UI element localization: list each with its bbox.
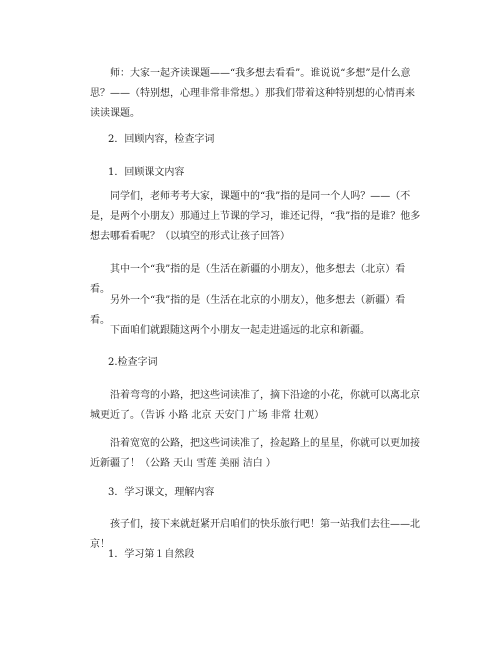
subsection-heading-paragraph-one: 1．学习第１自然段 — [108, 549, 195, 560]
paragraph-highway-words: 沿着宽宽的公路，把这些词读准了，捡起路上的星星，你就可以更加接近新疆了！（公路 天山 雪莲 美丽 洁白 ） — [90, 438, 420, 469]
section-heading-review: 2．回顾内容，检查字词 — [108, 134, 215, 145]
paragraph-teacher-intro: 师：大家一起齐读课题——“我多想去看看”。谁说说“多想”是什么意思？——（特别想，心理非常非常想。）那我们带着这种特别想的心情再来读读课题。 — [90, 68, 415, 119]
paragraph-first-stop-beijing: 孩子们，接下来就赶紧开启咱们的快乐旅行吧！第一站我们去往——北京！ — [90, 519, 420, 550]
paragraph-small-road-words: 沿着弯弯的小路，把这些词读准了，摘下沿途的小花，你就可以离北京城更近了。（告诉 小路 北京 天安门 广场 非常 壮观） — [90, 390, 420, 421]
paragraph-second-child: 另外一个“我”指的是（生活在北京的小朋友），他多想去（新疆）看看。 — [90, 295, 406, 326]
paragraph-first-child: 其中一个“我”指的是（生活在新疆的小朋友），他多想去（北京）看看。 — [90, 264, 406, 295]
subsection-heading-check-words: 2.检查字词 — [108, 357, 158, 368]
subsection-heading-review-content: 1．回顾课文内容 — [108, 167, 185, 178]
section-heading-learn-text: 3．学习课文，理解内容 — [108, 487, 215, 498]
paragraph-review-question: 同学们，老师考考大家，课题中的“我”指的是同一个人吗？——（不是，是两个小朋友）那通过上节课的学习，谁还记得，“我”指的是谁？他多想去哪看看呢？（以填空的形式让孩子回答） — [90, 191, 421, 242]
paragraph-follow-children: 下面咱们就跟随这两个小朋友一起走进遥远的北京和新疆。 — [110, 325, 370, 336]
